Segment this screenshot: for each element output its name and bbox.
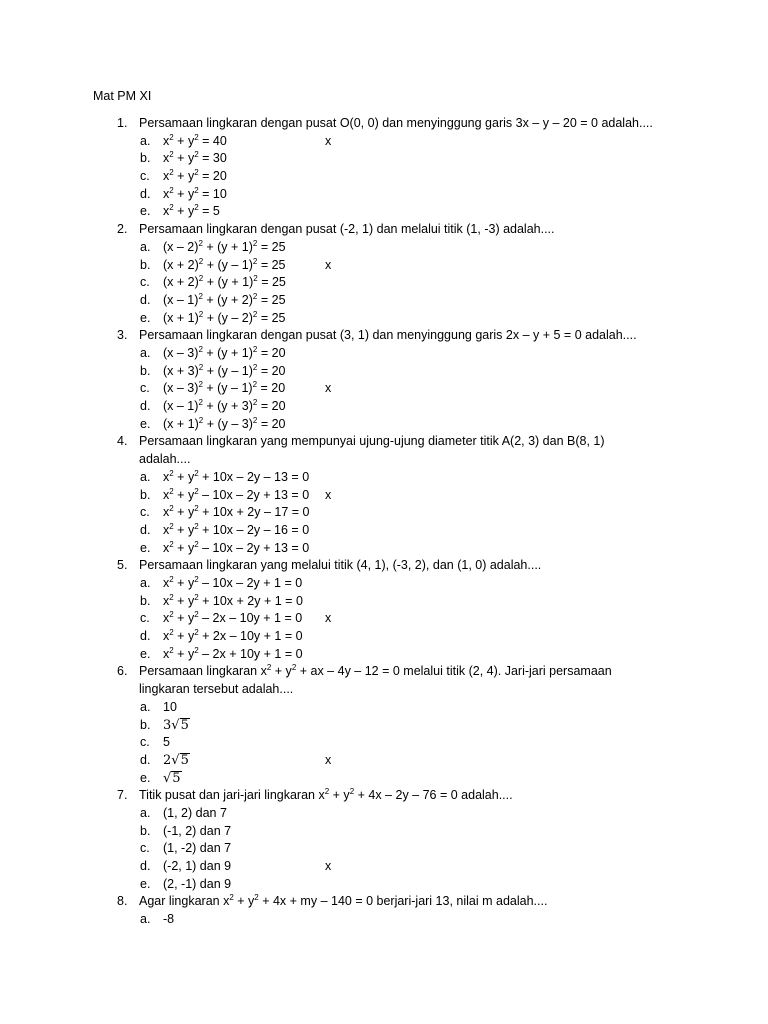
- answer-mark: x: [325, 611, 332, 626]
- option-text: $(x + 2)^2 + (y - 1)^2 = 25$: [163, 256, 286, 272]
- question-text: Persamaan lingkaran dengan pusat (3, 1) dan menyinggung garis 2x – y + 5 = 0 adalah....: [139, 328, 637, 343]
- question-stem: [117, 893, 677, 911]
- question-text: Persamaan lingkaran yang melalui titik (4, 1), (-3, 2), dan (1, 0) adalah....: [139, 558, 542, 573]
- option-letter: b.: [140, 487, 151, 502]
- answer-option: [117, 150, 677, 168]
- option-text: $(x + 2)^2 + (y + 1)^2 = 25$: [163, 274, 286, 290]
- option-text: $(x - 3)^2 + (y + 1)^2 = 20$: [163, 344, 286, 360]
- question-text: Agar lingkaran $x^2 + y^2 + 4x$ + my – 140 = 0 berjari-jari 13, nilai m adalah....: [139, 893, 548, 909]
- answer-option: [117, 646, 677, 664]
- option-text: $(x + 3)^2 + (y - 1)^2 = 20$: [163, 362, 286, 378]
- answer-option: [117, 717, 677, 735]
- exponent-two: 2: [169, 610, 174, 620]
- exponent-two: 2: [198, 344, 203, 354]
- answer-option: [117, 840, 677, 858]
- exponent-two: 2: [252, 362, 258, 372]
- question-text: Persamaan lingkaran $x^2 + y^2$ + ax – 4y – 12 = 0 melalui titik (2, 4). Jari-jari persamaan lingkaran tersebut adalah....: [139, 663, 612, 697]
- answer-option: [117, 504, 677, 522]
- exponent-two: 2: [252, 344, 258, 354]
- answer-option: [117, 416, 677, 434]
- option-letter: a.: [140, 699, 151, 714]
- exponent-two: 2: [194, 132, 199, 142]
- option-text: $x^2 + y^2 + 10x - 2y - 16 = 0$: [163, 521, 310, 537]
- option-text: $x^2 + y^2 - 2x + 10y + 1 = 0$: [163, 645, 303, 661]
- exponent-two: 2: [252, 238, 258, 248]
- answer-option: [117, 628, 677, 646]
- exponent-two: 2: [198, 415, 204, 425]
- option-text: (-1, 2) dan 7: [163, 823, 232, 838]
- exponent-two: 2: [252, 380, 258, 390]
- exponent-two: 2: [266, 663, 272, 673]
- option-text: $x^2 + y^2 + 10x - 2y - 13 = 0$: [163, 468, 310, 484]
- option-text: 5: [163, 735, 170, 750]
- exponent-two: 2: [169, 504, 174, 514]
- exponent-two: 2: [169, 132, 174, 142]
- question-stem: [117, 115, 677, 133]
- option-letter: a.: [140, 575, 151, 590]
- option-letter: c.: [140, 841, 150, 856]
- exponent-two: 2: [194, 592, 199, 602]
- option-text: -8: [163, 912, 175, 927]
- question-number: 1.: [117, 116, 128, 130]
- exponent-two: 2: [194, 628, 199, 638]
- exponent-two: 2: [194, 521, 199, 531]
- exponent-two: 2: [194, 168, 199, 178]
- option-letter: c.: [140, 611, 150, 626]
- exponent-two: 2: [291, 663, 297, 673]
- question-text: Titik pusat dan jari-jari lingkaran $x^2 + y^2 + 4x - 2y - 76 = 0$ adalah....: [139, 787, 513, 803]
- exponent-two: 2: [194, 539, 199, 549]
- option-text: $(x + 1)^2 + (y - 3)^2 = 20$: [163, 415, 286, 431]
- answer-option: [117, 380, 677, 398]
- answer-option: [117, 239, 677, 257]
- question-item: [117, 221, 677, 327]
- exponent-two: 2: [194, 610, 199, 620]
- answer-option: [117, 593, 677, 611]
- answer-option: [117, 363, 677, 381]
- exponent-two: 2: [252, 291, 258, 301]
- option-letter: a.: [140, 345, 151, 360]
- answer-option: [117, 310, 677, 328]
- question-item: [117, 433, 677, 557]
- option-radical: [163, 770, 325, 788]
- option-text: $x^2 + y^2 - 10x - 2y + 1 = 0$: [163, 574, 303, 590]
- exponent-two: 2: [198, 398, 203, 408]
- exponent-two: 2: [252, 398, 258, 408]
- exponent-two: 2: [198, 238, 203, 248]
- answer-option: [117, 770, 677, 788]
- option-text: $x^2 + y^2 = 40$: [163, 132, 227, 148]
- answer-option: [117, 168, 677, 186]
- option-letter: a.: [140, 469, 151, 484]
- answer-option: [117, 469, 677, 487]
- question-item: [117, 115, 677, 221]
- exponent-two: 2: [194, 150, 199, 160]
- exponent-two: 2: [169, 574, 174, 584]
- option-text: $x^2 + y^2 + 2x - 10y + 1 = 0$: [163, 628, 303, 644]
- option-letter: d.: [140, 186, 151, 201]
- exponent-two: 2: [169, 150, 174, 160]
- option-text: $x^2 + y^2 - 2x - 10y + 1 = 0$: [163, 610, 303, 626]
- option-letter: d.: [140, 399, 151, 414]
- exponent-two: 2: [169, 539, 174, 549]
- option-letter: d.: [140, 292, 151, 307]
- answer-option: [117, 133, 677, 151]
- option-text: (1, 2) dan 7: [163, 805, 227, 820]
- question-number: 5.: [117, 558, 128, 573]
- option-letter: d.: [140, 629, 151, 644]
- question-stem: [117, 433, 677, 468]
- question-text: Persamaan lingkaran yang mempunyai ujung-ujung diameter titik A(2, 3) dan B(8, 1) adalah....: [139, 434, 605, 467]
- square-root-sign: √: [171, 717, 180, 733]
- exponent-two: 2: [194, 645, 199, 655]
- option-text: $x^2 + y^2 + 10x + 2y + 1 = 0$: [163, 592, 303, 608]
- radical-coefficient: 2: [163, 752, 172, 768]
- exponent-two: 2: [169, 168, 174, 178]
- option-letter: c.: [140, 735, 150, 750]
- option-letter: d.: [140, 859, 151, 874]
- exponent-two: 2: [349, 787, 355, 797]
- question-stem: [117, 663, 677, 698]
- exponent-two: 2: [198, 380, 203, 390]
- exponent-two: 2: [198, 362, 204, 372]
- option-letter: a.: [140, 912, 151, 927]
- question-number: 4.: [117, 434, 128, 449]
- question-stem: [117, 557, 677, 575]
- exponent-two: 2: [169, 645, 174, 655]
- document-title: Mat PM XI: [93, 89, 152, 103]
- option-letter: b.: [140, 717, 151, 732]
- option-text: $x^2 + y^2 - 10x - 2y + 13 = 0$: [163, 486, 310, 502]
- option-text: $x^2 + y^2 = 10$: [163, 185, 227, 201]
- question-text: Persamaan lingkaran dengan pusat O(0, 0) dan menyinggung garis 3x – y – 20 = 0 adalah....: [139, 116, 653, 130]
- exponent-two: 2: [194, 185, 199, 195]
- answer-option: [117, 876, 677, 894]
- option-letter: e.: [140, 540, 151, 555]
- option-letter: b.: [140, 151, 151, 166]
- option-text: $x^2 + y^2 = 30$: [163, 150, 227, 166]
- answer-option: [117, 805, 677, 823]
- question-item: [117, 327, 677, 433]
- option-text: 10: [163, 699, 177, 714]
- option-letter: e.: [140, 876, 151, 891]
- exponent-two: 2: [169, 521, 174, 531]
- option-radical: [163, 717, 325, 735]
- answer-mark: x: [325, 381, 332, 396]
- answer-option: [117, 610, 677, 628]
- exponent-two: 2: [169, 592, 174, 602]
- option-letter: c.: [140, 381, 150, 396]
- question-text: Persamaan lingkaran dengan pusat (-2, 1) dan melalui titik (1, -3) adalah....: [139, 222, 555, 237]
- option-letter: b.: [140, 363, 151, 378]
- question-item: [117, 893, 677, 928]
- option-text: (1, -2) dan 7: [163, 841, 232, 856]
- answer-mark: x: [325, 487, 332, 502]
- option-text: (x – 3)$^2$ + (y – 1)$^2$ = 20: [163, 380, 286, 396]
- answer-option: [117, 522, 677, 540]
- question-number: 6.: [117, 664, 128, 679]
- answer-option: [117, 734, 677, 752]
- exponent-two: 2: [324, 787, 330, 797]
- answer-option: [117, 911, 677, 929]
- question-stem: [117, 327, 677, 345]
- exponent-two: 2: [198, 291, 203, 301]
- answer-option: [117, 274, 677, 292]
- answer-option: [117, 203, 677, 221]
- option-letter: a.: [140, 133, 151, 148]
- exponent-two: 2: [169, 486, 174, 496]
- answer-option: [117, 292, 677, 310]
- option-letter: b.: [140, 593, 151, 608]
- option-text: $(x - 2)^2 + (y + 1)^2 = 25$: [163, 238, 286, 254]
- exponent-two: 2: [194, 486, 199, 496]
- exponent-two: 2: [169, 185, 174, 195]
- answer-option: [117, 257, 677, 275]
- exponent-two: 2: [252, 415, 258, 425]
- option-text: $(x - 1)^2 + (y + 2)^2 = 25$: [163, 291, 286, 307]
- exponent-two: 2: [252, 256, 258, 266]
- answer-mark: x: [325, 752, 332, 767]
- question-number: 8.: [117, 894, 128, 909]
- question-item: [117, 557, 677, 663]
- answer-mark: x: [325, 859, 332, 874]
- answer-option: [117, 823, 677, 841]
- radical-coefficient: 3: [163, 717, 172, 733]
- exponent-two: 2: [169, 628, 174, 638]
- exponent-two: 2: [253, 274, 258, 284]
- answer-mark: x: [325, 133, 332, 148]
- exponent-two: 2: [229, 893, 234, 903]
- option-letter: e.: [140, 310, 151, 325]
- radicand: 5: [180, 752, 189, 768]
- option-text: $x^2 + y^2 - 10x - 2y + 13 = 0$: [163, 539, 310, 555]
- answer-option: [117, 345, 677, 363]
- option-letter: a.: [140, 239, 151, 254]
- answer-option: [117, 186, 677, 204]
- option-text: $x^2 + y^2 = 5$: [163, 203, 220, 219]
- answer-mark: x: [325, 257, 332, 272]
- option-radical: [163, 752, 325, 770]
- exponent-two: 2: [194, 468, 199, 478]
- option-text: (2, -1) dan 9: [163, 876, 232, 891]
- option-letter: e.: [140, 646, 151, 661]
- exponent-two: 2: [194, 504, 199, 514]
- exponent-two: 2: [254, 893, 259, 903]
- answer-option: [117, 699, 677, 717]
- option-text: $x^2 + y^2 + 10x + 2y - 17 = 0$: [163, 504, 310, 520]
- exponent-two: 2: [194, 574, 199, 584]
- option-letter: e.: [140, 204, 151, 219]
- square-root-sign: √: [163, 770, 172, 786]
- option-letter: d.: [140, 522, 151, 537]
- question-number: 7.: [117, 788, 128, 803]
- radicand: 5: [172, 770, 181, 786]
- question-list: [117, 115, 677, 929]
- option-letter: a.: [140, 805, 151, 820]
- option-text: $(x + 1)^2 + (y - 2)^2 = 25$: [163, 309, 286, 325]
- question-stem: [117, 787, 677, 805]
- question-stem: [117, 221, 677, 239]
- answer-option: [117, 540, 677, 558]
- answer-option: [117, 575, 677, 593]
- exponent-two: 2: [198, 309, 204, 319]
- answer-option: [117, 752, 677, 770]
- answer-option: [117, 858, 677, 876]
- exponent-two: 2: [198, 274, 204, 284]
- option-text: $(x - 1)^2 + (y + 3)^2 = 20$: [163, 398, 286, 414]
- exponent-two: 2: [252, 309, 258, 319]
- radicand: 5: [180, 717, 189, 733]
- exponent-two: 2: [198, 256, 204, 266]
- option-letter: c.: [140, 505, 150, 520]
- question-number: 2.: [117, 222, 128, 237]
- exponent-two: 2: [194, 203, 199, 213]
- option-letter: c.: [140, 275, 150, 290]
- option-letter: b.: [140, 823, 151, 838]
- answer-option: [117, 398, 677, 416]
- exponent-two: 2: [169, 468, 174, 478]
- option-text: (-2, 1) dan 9: [163, 859, 232, 874]
- option-text: $x^2 + y^2 = 20$: [163, 168, 227, 184]
- square-root-sign: √: [171, 752, 180, 768]
- exponent-two: 2: [169, 203, 174, 213]
- option-letter: c.: [140, 169, 150, 184]
- option-letter: b.: [140, 257, 151, 272]
- question-item: [117, 663, 677, 787]
- option-letter: e.: [140, 416, 151, 431]
- question-number: 3.: [117, 328, 128, 343]
- option-letter: e.: [140, 770, 151, 785]
- option-letter: d.: [140, 752, 151, 767]
- question-item: [117, 787, 677, 893]
- answer-option: [117, 487, 677, 505]
